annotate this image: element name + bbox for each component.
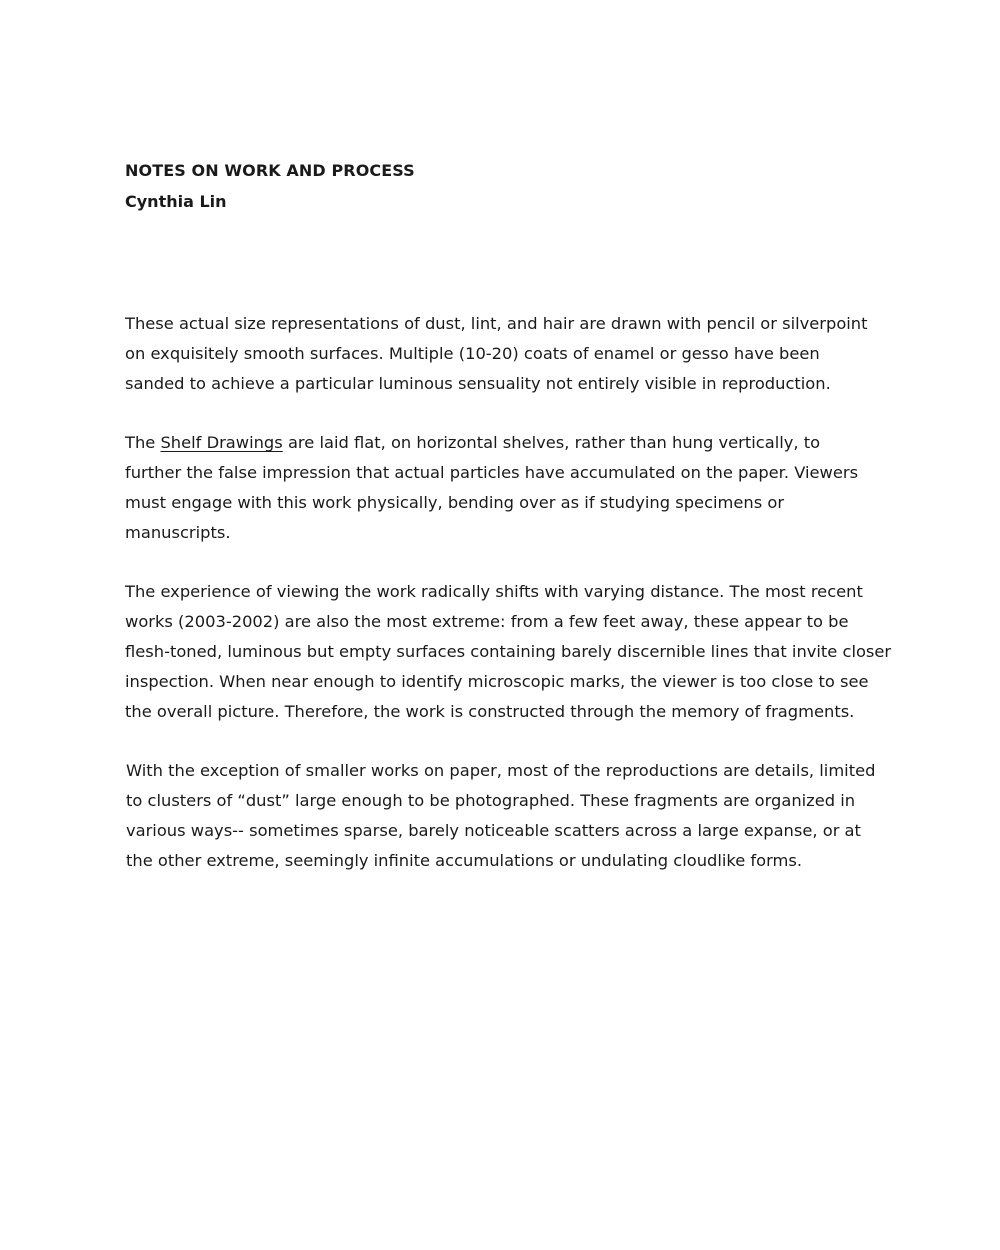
paragraph-line: sanded to achieve a particular luminous sensuality not entirely visible in reproduction.	[125, 374, 831, 393]
paragraph-3	[125, 577, 915, 727]
paragraph-line: further the false impression that actual particles have accumulated on the paper. Viewers	[125, 463, 859, 482]
paragraph-line: With the exception of smaller works on paper, most of the reproductions are details, limited	[126, 761, 876, 780]
document-author: Cynthia Lin	[125, 192, 227, 211]
paragraph-line: various ways-- sometimes sparse, barely noticeable scatters across a large expanse, or at	[126, 821, 861, 840]
paragraph-2	[125, 428, 915, 548]
paragraph-line: manuscripts.	[125, 523, 231, 542]
paragraph-line: These actual size representations of dust, lint, and hair are drawn with pencil or silverpoint	[125, 314, 868, 333]
paragraph-line: the overall picture. Therefore, the work is constructed through the memory of fragments.	[125, 702, 855, 721]
paragraph-line: to clusters of “dust” large enough to be photographed. These fragments are organized in	[126, 791, 856, 810]
paragraph-line: inspection. When near enough to identify microscopic marks, the viewer is too close to see	[125, 672, 869, 691]
paragraph-line: the other extreme, seemingly infinite accumulations or undulating cloudlike forms.	[126, 851, 803, 870]
document-title: NOTES ON WORK AND PROCESS	[125, 161, 415, 180]
paragraph-1	[125, 309, 915, 399]
paragraph-line	[125, 428, 915, 458]
line-suffix: are laid flat, on horizontal shelves, rather than hung vertically, to	[282, 433, 821, 452]
shelf-drawings-title: Shelf Drawings	[160, 433, 283, 452]
paragraph-line: The experience of viewing the work radically shifts with varying distance. The most recent	[125, 582, 863, 601]
paragraph-line: flesh-toned, luminous but empty surfaces containing barely discernible lines that invite closer	[125, 642, 892, 661]
paragraph-line: works (2003-2002) are also the most extreme: from a few feet away, these appear to be	[125, 612, 849, 631]
line-prefix: The	[125, 433, 161, 452]
paragraph-4	[126, 756, 916, 876]
paragraph-line: on exquisitely smooth surfaces. Multiple (10-20) coats of enamel or gesso have been	[125, 344, 820, 363]
paragraph-line: must engage with this work physically, bending over as if studying specimens or	[125, 493, 785, 512]
